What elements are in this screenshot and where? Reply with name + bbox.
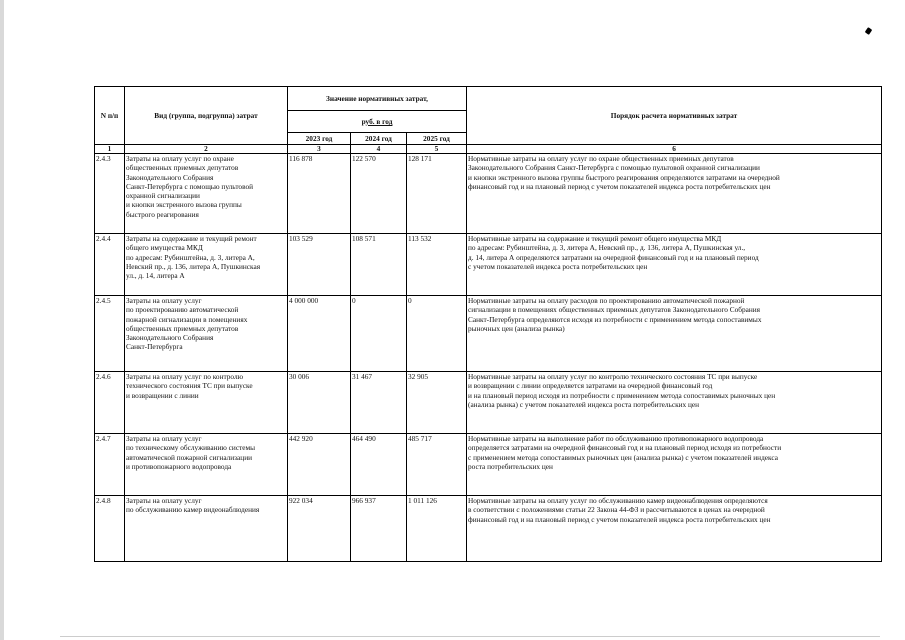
- row-value-2025: 0: [407, 296, 467, 372]
- row-value-2024: 108 571: [351, 234, 407, 296]
- header-units: [288, 111, 467, 133]
- normative-costs-table: [94, 86, 882, 562]
- row-value-2024: 0: [351, 296, 407, 372]
- row-value-2023: 116 878: [288, 154, 351, 234]
- table-row: [95, 296, 882, 372]
- row-cost-type: Затраты на оплату услуг по проектированию автоматической пожарной сигнализации в помещениях общественных приемных депутатов Законодательного Собрания Санкт-Петербурга: [125, 296, 288, 372]
- row-calculation-order: Нормативные затраты на оплату услуг по обслуживанию камер видеонаблюдения определяются в соответствии с положениями статьи 22 Закона 44-ФЗ и рассчитываются в ценах на очередной финансовый год и на плановый период с учетом показателей индекса роста потребительских цен: [467, 496, 882, 562]
- header-cost-type: Вид (группа, подгруппа) затрат: [125, 87, 288, 145]
- row-value-2024: 122 570: [351, 154, 407, 234]
- row-value-2024: 464 490: [351, 434, 407, 496]
- table-row: [95, 372, 882, 434]
- table-row: [95, 154, 882, 234]
- row-calculation-order: Нормативные затраты на выполнение работ по обслуживанию противопожарного водопровода определяется затратами на очередной финансовый год и на плановый период исходя из потребности с применением метода сопоставимых рыночных цен (анализа рынка) с учетом показателей индекса роста потребительских цен: [467, 434, 882, 496]
- row-number: 2.4.8: [95, 496, 125, 562]
- header-units-text: руб. в год: [361, 116, 393, 126]
- table-row: [95, 234, 882, 296]
- row-cost-type: Затраты на оплату услуг по техническому обслуживанию системы автоматической пожарной сигнализации и противопожарного водопровода: [125, 434, 288, 496]
- header-year-2023: 2023 год: [288, 133, 351, 145]
- scan-edge-shadow: [0, 0, 4, 640]
- row-number: 2.4.7: [95, 434, 125, 496]
- row-value-2023: 442 920: [288, 434, 351, 496]
- table-row: [95, 496, 882, 562]
- row-value-2023: 103 529: [288, 234, 351, 296]
- column-number: 4: [351, 145, 407, 154]
- row-calculation-order: Нормативные затраты на оплату расходов по проектированию автоматической пожарной сигнализации в помещениях общественных приемных депутатов Законодательного Собрания Санкт-Петербурга определяются исходя из потребности с применением метода сопоставимых рыночных цен (анализа рынка): [467, 296, 882, 372]
- column-number: 2: [125, 145, 288, 154]
- row-value-2025: 128 171: [407, 154, 467, 234]
- header-values: Значение нормативных затрат,: [288, 87, 467, 111]
- row-cost-type: Затраты на оплату услуг по контролю технического состояния ТС при выпуске и возвращении с линии: [125, 372, 288, 434]
- row-value-2023: 30 006: [288, 372, 351, 434]
- row-calculation-order: Нормативные затраты на содержание и текущий ремонт общего имущества МКД по адресам: Рубинштейна, д. 3, литера А, Невский пр., д. 136, литера А, Пушкинская ул., д. 14, литера А определяются затратами на очередной финансовый год и на плановый период с учетом показателей индекса роста потребительских цен: [467, 234, 882, 296]
- column-number: 1: [95, 145, 125, 154]
- header-year-2024: 2024 год: [351, 133, 407, 145]
- row-number: 2.4.3: [95, 154, 125, 234]
- header-year-2025: 2025 год: [407, 133, 467, 145]
- row-value-2024: 966 937: [351, 496, 407, 562]
- header-calculation-order: Порядок расчета нормативных затрат: [467, 87, 882, 145]
- column-number-row: [95, 145, 882, 154]
- scan-ink-mark: [865, 27, 873, 35]
- row-value-2024: 31 467: [351, 372, 407, 434]
- row-cost-type: Затраты на оплату услуг по охране общественных приемных депутатов Законодательного Собрания Санкт-Петербурга с помощью пультовой охранной сигнализации и кнопки экстренного вызова группы быстрого реагирования: [125, 154, 288, 234]
- row-value-2025: 485 717: [407, 434, 467, 496]
- row-number: 2.4.5: [95, 296, 125, 372]
- row-value-2025: 1 011 126: [407, 496, 467, 562]
- row-cost-type: Затраты на оплату услуг по обслуживанию камер видеонаблюдения: [125, 496, 288, 562]
- row-calculation-order: Нормативные затраты на оплату услуг по контролю технического состояния ТС при выпуске и возвращении с линии определяется затратами на очередной финансовый год и на плановый период исходя из потребности с применением метода сопоставимых рыночных цен (анализа рынка) с учетом показателей индекса роста потребительских цен: [467, 372, 882, 434]
- row-value-2023: 4 000 000: [288, 296, 351, 372]
- row-value-2025: 32 905: [407, 372, 467, 434]
- column-number: 3: [288, 145, 351, 154]
- row-cost-type: Затраты на содержание и текущий ремонт общего имущества МКД по адресам: Рубинштейна, д. 3, литера А, Невский пр., д. 136, литера А, Пушкинская ул., д. 14, литера А: [125, 234, 288, 296]
- row-number: 2.4.6: [95, 372, 125, 434]
- table-row: [95, 434, 882, 496]
- row-calculation-order: Нормативные затраты на оплату услуг по охране общественных приемных депутатов Законодательного Собрания Санкт-Петербурга с помощью пультовой охранной сигнализации и кнопки экстренного вызова группы быстрого реагирования определяются затратами на очередной финансовый год и на плановый период с учетом показателей индекса роста потребительских цен: [467, 154, 882, 234]
- scan-bottom-edge: [60, 636, 880, 637]
- row-value-2023: 922 034: [288, 496, 351, 562]
- column-number: 5: [407, 145, 467, 154]
- header-number: N п/п: [95, 87, 125, 145]
- column-number: 6: [467, 145, 882, 154]
- row-value-2025: 113 532: [407, 234, 467, 296]
- row-number: 2.4.4: [95, 234, 125, 296]
